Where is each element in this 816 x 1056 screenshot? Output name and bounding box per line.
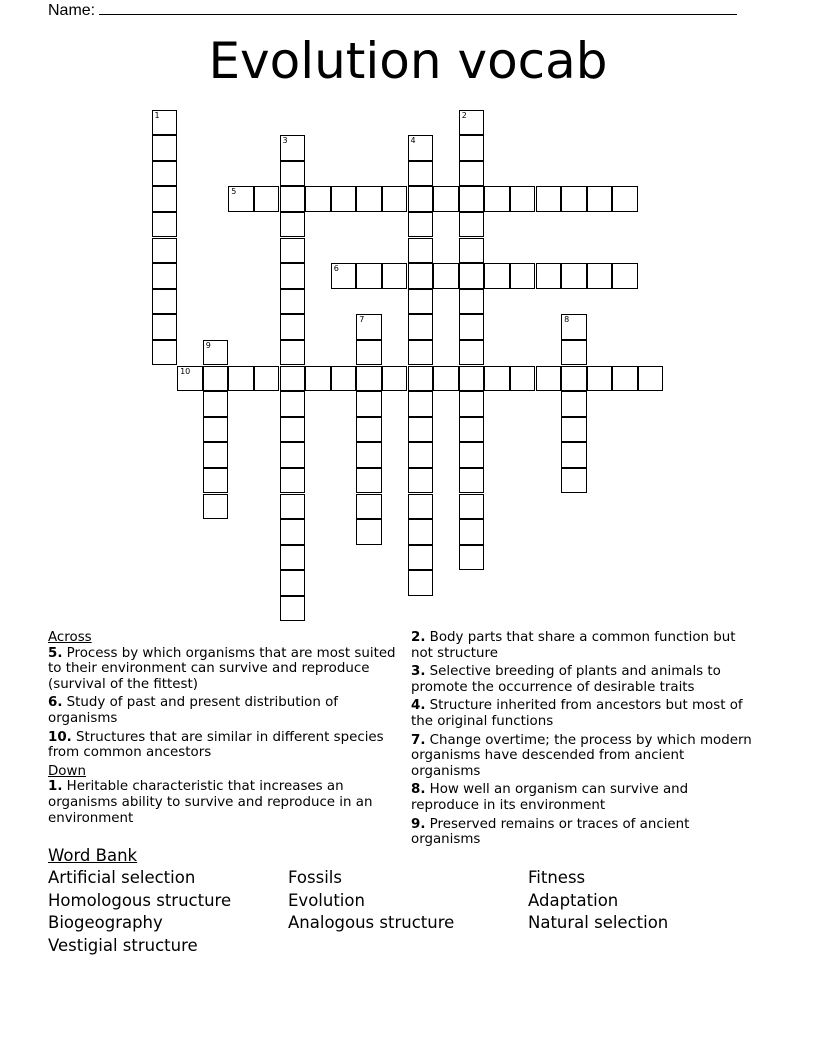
- clue-text: Body parts that share a common function but not structure: [411, 630, 736, 661]
- crossword-cell[interactable]: [382, 366, 408, 392]
- crossword-cell[interactable]: [408, 366, 434, 392]
- clue-across-5: [48, 646, 403, 693]
- crossword-cell[interactable]: [177, 366, 203, 392]
- name-label: Name:: [48, 2, 96, 19]
- crossword-cell[interactable]: [254, 186, 280, 212]
- clue-number: 5.: [48, 645, 63, 661]
- crossword-cell[interactable]: [280, 340, 306, 366]
- crossword-cell[interactable]: [356, 314, 382, 340]
- crossword-cell[interactable]: [305, 186, 331, 212]
- crossword-cell[interactable]: [459, 519, 485, 545]
- crossword-cell[interactable]: [408, 161, 434, 187]
- crossword-cell[interactable]: [612, 366, 638, 392]
- crossword-cell[interactable]: [587, 366, 613, 392]
- crossword-cell[interactable]: [433, 366, 459, 392]
- crossword-cell[interactable]: [459, 366, 485, 392]
- cell-number: 5: [231, 187, 237, 197]
- crossword-cell[interactable]: [459, 186, 485, 212]
- crossword-cell[interactable]: [280, 135, 306, 161]
- clue-number: 3.: [411, 664, 426, 680]
- crossword-cell[interactable]: [408, 212, 434, 238]
- crossword-cell[interactable]: [280, 442, 306, 468]
- crossword-cell[interactable]: [280, 212, 306, 238]
- crossword-cell[interactable]: [408, 263, 434, 289]
- clue-number: 7.: [411, 732, 426, 748]
- crossword-cell[interactable]: [331, 366, 357, 392]
- crossword-cell[interactable]: [459, 314, 485, 340]
- word-bank-item: Vestigial structure: [48, 935, 198, 955]
- clue-down-9: [411, 817, 756, 848]
- crossword-cell[interactable]: [152, 161, 178, 187]
- cell-number: 7: [359, 315, 365, 325]
- crossword-cell[interactable]: [228, 186, 254, 212]
- word-bank-item: Fitness: [528, 868, 586, 887]
- crossword-cell[interactable]: [408, 494, 434, 520]
- clue-text: How well an organism can survive and reproduce in its environment: [411, 782, 689, 813]
- crossword-cell[interactable]: [408, 289, 434, 315]
- crossword-cell[interactable]: [408, 340, 434, 366]
- crossword-cell[interactable]: [280, 494, 306, 520]
- clue-text: Preserved remains or traces of ancient organisms: [411, 816, 690, 848]
- clue-number: 4.: [411, 698, 426, 714]
- crossword-cell[interactable]: [152, 135, 178, 161]
- clue-text: Structures that are similar in different species from common ancestors: [48, 729, 384, 761]
- crossword-cell[interactable]: [459, 161, 485, 187]
- crossword-cell[interactable]: [561, 314, 587, 340]
- crossword-cell[interactable]: [408, 238, 434, 264]
- crossword-cell[interactable]: [459, 468, 485, 494]
- crossword-cell[interactable]: [638, 366, 664, 392]
- crossword-cell[interactable]: [280, 468, 306, 494]
- crossword-cell[interactable]: [152, 212, 178, 238]
- word-bank-column-2: [288, 867, 454, 935]
- clue-down-4: [411, 698, 756, 729]
- crossword-cell[interactable]: [203, 391, 229, 417]
- crossword-cell[interactable]: [280, 161, 306, 187]
- crossword-cell[interactable]: [356, 366, 382, 392]
- crossword-cell[interactable]: [408, 570, 434, 596]
- clue-number: 8.: [411, 782, 426, 798]
- cell-number: 1: [154, 110, 160, 120]
- word-bank-item: Natural selection: [528, 913, 669, 933]
- down-heading: Down: [48, 763, 86, 779]
- crossword-cell[interactable]: [152, 289, 178, 315]
- crossword-cell[interactable]: [382, 186, 408, 212]
- cell-number: 8: [564, 315, 570, 325]
- page-title: Evolution vocab: [208, 32, 608, 90]
- crossword-cell[interactable]: [459, 391, 485, 417]
- clue-across-6: [48, 695, 403, 726]
- word-bank-item: Homologous structure: [48, 890, 232, 910]
- crossword-cell[interactable]: [280, 263, 306, 289]
- crossword-cell[interactable]: [152, 314, 178, 340]
- crossword-cell[interactable]: [152, 110, 178, 136]
- crossword-cell[interactable]: [356, 186, 382, 212]
- crossword-cell[interactable]: [356, 391, 382, 417]
- crossword-cell[interactable]: [612, 263, 638, 289]
- crossword-cell[interactable]: [561, 468, 587, 494]
- crossword-cell[interactable]: [203, 468, 229, 494]
- crossword-cell[interactable]: [331, 263, 357, 289]
- crossword-cell[interactable]: [484, 366, 510, 392]
- crossword-cell[interactable]: [433, 186, 459, 212]
- crossword-cell[interactable]: [459, 340, 485, 366]
- crossword-cell[interactable]: [408, 391, 434, 417]
- crossword-cell[interactable]: [459, 417, 485, 443]
- crossword-cell[interactable]: [510, 186, 536, 212]
- crossword-cell[interactable]: [459, 212, 485, 238]
- cell-number: 6: [333, 264, 339, 274]
- crossword-cell[interactable]: [203, 494, 229, 520]
- clues-left-column: [48, 630, 403, 829]
- crossword-cell[interactable]: [356, 417, 382, 443]
- crossword-cell[interactable]: [280, 366, 306, 392]
- crossword-cell[interactable]: [408, 519, 434, 545]
- crossword-cell[interactable]: [433, 263, 459, 289]
- crossword-cell[interactable]: [356, 442, 382, 468]
- clue-text: Study of past and present distribution of organisms: [48, 695, 339, 726]
- crossword-cell[interactable]: [356, 468, 382, 494]
- crossword-cell[interactable]: [510, 366, 536, 392]
- clue-number: 6.: [48, 695, 63, 711]
- crossword-cell[interactable]: [203, 442, 229, 468]
- word-bank-column-1: [48, 867, 231, 957]
- word-bank-item: Biogeography: [48, 913, 163, 933]
- clues-right-column: [411, 630, 756, 851]
- crossword-cell[interactable]: [408, 314, 434, 340]
- crossword-cell[interactable]: [280, 570, 306, 596]
- crossword-cell[interactable]: [356, 263, 382, 289]
- crossword-cell[interactable]: [459, 494, 485, 520]
- cell-number: 4: [410, 136, 416, 146]
- crossword-cell[interactable]: [561, 186, 587, 212]
- crossword-cell[interactable]: [280, 545, 306, 571]
- crossword-cell[interactable]: [203, 417, 229, 443]
- crossword-cell[interactable]: [408, 442, 434, 468]
- across-heading: Across: [48, 630, 92, 645]
- crossword-cell[interactable]: [459, 110, 485, 136]
- crossword-cell[interactable]: [152, 238, 178, 264]
- crossword-cell[interactable]: [280, 289, 306, 315]
- crossword-cell[interactable]: [459, 238, 485, 264]
- crossword-cell[interactable]: [459, 289, 485, 315]
- crossword-cell[interactable]: [459, 135, 485, 161]
- crossword-cell[interactable]: [305, 366, 331, 392]
- word-bank-item: Evolution: [288, 890, 365, 910]
- crossword-cell[interactable]: [152, 263, 178, 289]
- crossword-cell[interactable]: [408, 135, 434, 161]
- crossword-cell[interactable]: [408, 545, 434, 571]
- clue-down-1: [48, 779, 403, 826]
- clue-down-8: [411, 782, 756, 813]
- crossword-cell[interactable]: [280, 186, 306, 212]
- crossword-cell[interactable]: [459, 545, 485, 571]
- cell-number: 9: [205, 340, 211, 350]
- crossword-cell[interactable]: [356, 494, 382, 520]
- clue-number: 2.: [411, 630, 426, 645]
- crossword-cell[interactable]: [280, 314, 306, 340]
- crossword-cell[interactable]: [536, 263, 562, 289]
- word-bank-item: Analogous structure: [288, 913, 455, 933]
- clue-down-7: [411, 733, 756, 780]
- crossword-cell[interactable]: [356, 340, 382, 366]
- crossword-cell[interactable]: [587, 263, 613, 289]
- cell-number: 10: [180, 366, 191, 376]
- crossword-cell[interactable]: [280, 519, 306, 545]
- crossword-cell[interactable]: [612, 186, 638, 212]
- clue-number: 1.: [48, 779, 63, 795]
- word-bank-title: Word Bank: [48, 846, 138, 865]
- crossword-cell[interactable]: [561, 417, 587, 443]
- clue-number: 9.: [411, 816, 426, 832]
- crossword-cell[interactable]: [280, 238, 306, 264]
- crossword-cell[interactable]: [561, 391, 587, 417]
- crossword-cell[interactable]: [536, 186, 562, 212]
- crossword-cell[interactable]: [203, 340, 229, 366]
- clue-text: Process by which organisms that are most suited to their environment can survive and reproduce (survival of the fittest): [48, 645, 396, 692]
- crossword-cell[interactable]: [331, 186, 357, 212]
- crossword-cell[interactable]: [152, 340, 178, 366]
- crossword-cell[interactable]: [408, 468, 434, 494]
- clue-text: Heritable characteristic that increases an organisms ability to survive and reproduce in an environment: [48, 779, 373, 826]
- crossword-cell[interactable]: [459, 263, 485, 289]
- word-bank-item: Artificial selection: [48, 868, 196, 887]
- clue-text: Selective breeding of plants and animals to promote the occurrence of desirable traits: [411, 664, 721, 695]
- crossword-cell[interactable]: [356, 519, 382, 545]
- crossword-cell[interactable]: [561, 263, 587, 289]
- crossword-cell[interactable]: [280, 391, 306, 417]
- clue-text: Structure inherited from ancestors but most of the original functions: [411, 698, 743, 729]
- crossword-cell[interactable]: [280, 596, 306, 622]
- clue-text: Change overtime; the process by which modern organisms have descended from ancient organisms: [411, 732, 752, 779]
- crossword-cell[interactable]: [484, 263, 510, 289]
- crossword-cell[interactable]: [484, 186, 510, 212]
- crossword-cell[interactable]: [152, 186, 178, 212]
- crossword-cell[interactable]: [587, 186, 613, 212]
- clue-across-10: [48, 730, 403, 761]
- crossword-cell[interactable]: [408, 417, 434, 443]
- crossword-cell[interactable]: [228, 366, 254, 392]
- cell-number: 3: [282, 136, 288, 146]
- clue-down-2: [411, 630, 756, 661]
- crossword-cell[interactable]: [561, 442, 587, 468]
- crossword-cell[interactable]: [510, 263, 536, 289]
- word-bank-item: Adaptation: [528, 890, 619, 910]
- crossword-cell[interactable]: [561, 366, 587, 392]
- crossword-cell[interactable]: [280, 417, 306, 443]
- crossword-cell[interactable]: [459, 442, 485, 468]
- crossword-cell[interactable]: [561, 340, 587, 366]
- clue-down-3: [411, 664, 756, 695]
- crossword-cell[interactable]: [203, 366, 229, 392]
- crossword-cell[interactable]: [254, 366, 280, 392]
- word-bank-item: Fossils: [288, 868, 342, 887]
- crossword-cell[interactable]: [408, 186, 434, 212]
- cell-number: 2: [461, 110, 467, 120]
- clue-number: 10.: [48, 729, 72, 745]
- crossword-cell[interactable]: [382, 263, 408, 289]
- crossword-cell[interactable]: [536, 366, 562, 392]
- word-bank-column-3: [528, 867, 668, 935]
